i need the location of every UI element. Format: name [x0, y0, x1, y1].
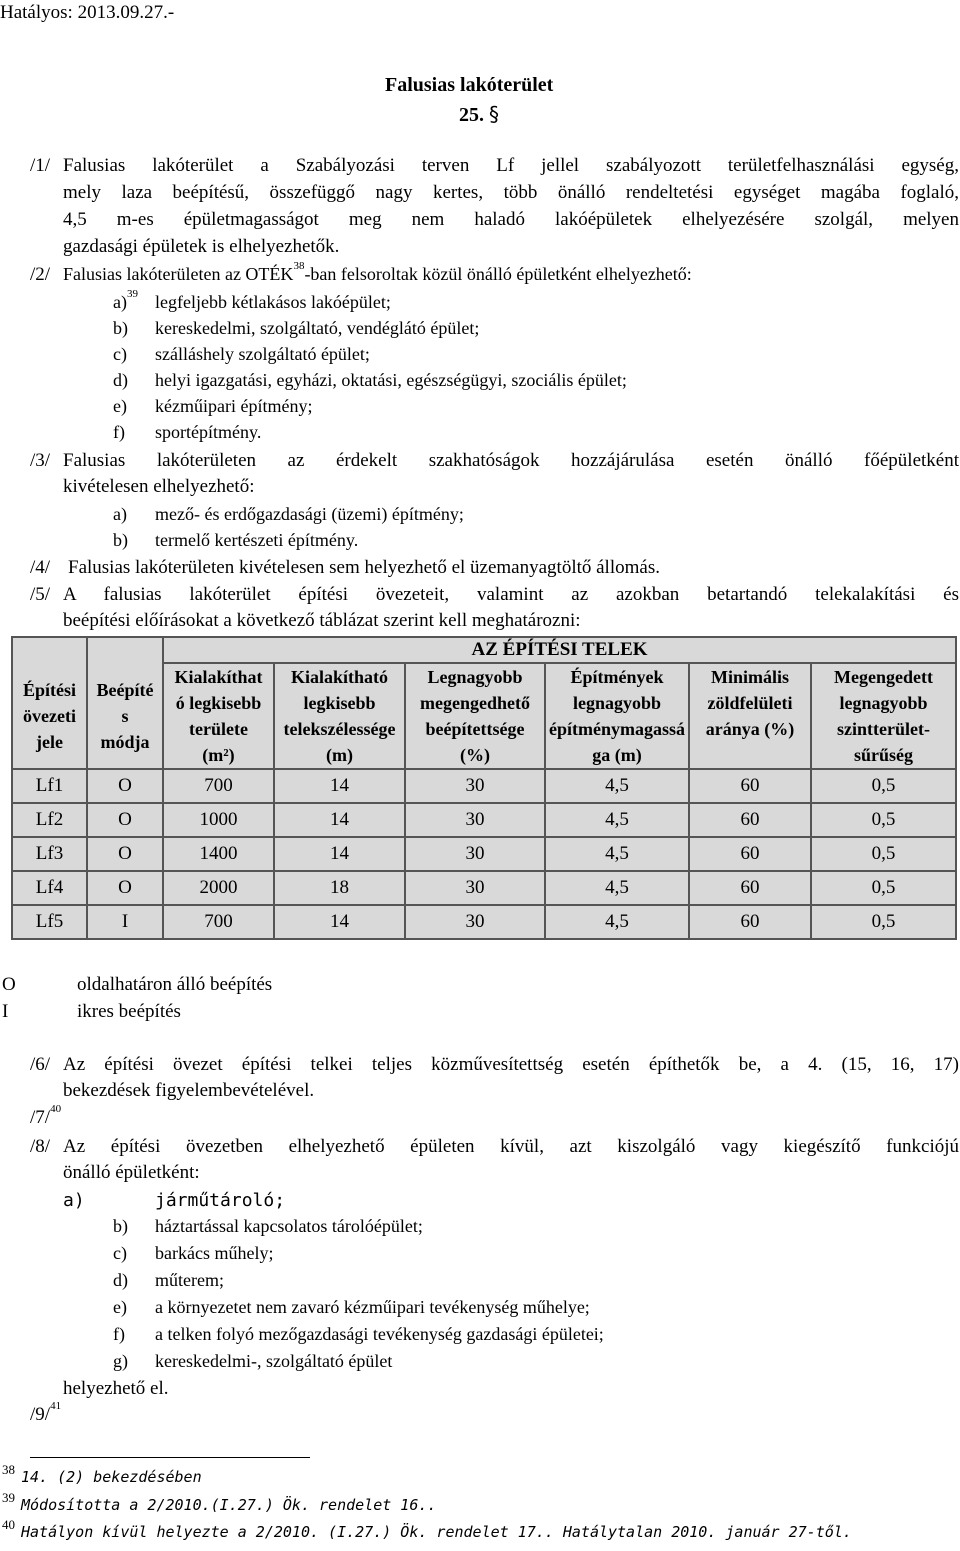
paragraph-1-line: mely laza beépítésű, összefüggő nagy kertes, több önálló rendeltetési egységet magába foglaló,: [63, 182, 959, 203]
footnote-ref-39[interactable]: 39: [126, 288, 138, 300]
table-cell: 18: [274, 871, 405, 905]
paragraph-9-label: /9/$^{41}$: [30, 1400, 62, 1425]
table-cell: 4,5: [545, 803, 689, 837]
paragraph-8-line: Az építési övezetben elhelyezhető épületen kívül, azt kiszolgáló vagy kiegészítő funkciójú: [63, 1136, 959, 1157]
paragraph-8-item-b: b) háztartással kapcsolatos tárolóépület;: [113, 1216, 423, 1236]
legend-key: I: [2, 1001, 9, 1022]
section-sign-icon: §: [489, 102, 499, 126]
table-header-cell: Építési övezeti jele: [12, 663, 87, 769]
table-cell: Lf5: [12, 905, 87, 939]
paragraph-5-line: beépítési előírásokat a következő táblázat szerint kell meghatározni:: [63, 610, 581, 631]
paragraph-8-item-e: e) a környezetet nem zavaró kézműipari tevékenység műhelye;: [113, 1297, 590, 1317]
effective-date-header: Hatályos: 2013.09.27.-: [0, 2, 175, 23]
legend-key: O: [2, 974, 16, 995]
table-header-cell: Megengedett legnagyobb szintterület- sűrűség: [811, 663, 956, 769]
table-cell: 4,5: [545, 837, 689, 871]
paragraph-8-item-a: a) járműtároló;: [63, 1190, 286, 1211]
paragraph-2-item-e: e) kézműipari építmény;: [113, 396, 313, 416]
table-row: [12, 803, 956, 837]
section-number: 25. §: [459, 102, 499, 126]
table-cell: 14: [274, 803, 405, 837]
table-cell: 30: [405, 837, 545, 871]
footnote-ref-40[interactable]: 40: [50, 1103, 62, 1115]
table-header-cell: Legnagyobb megengedhető beépítettsége (%): [405, 663, 545, 769]
table-cell: 60: [689, 871, 811, 905]
paragraph-3-item-a: a) mező- és erdőgazdasági (üzemi) építmény;: [113, 504, 464, 524]
table-cell: 60: [689, 803, 811, 837]
footnote-ref-41[interactable]: 41: [50, 1400, 62, 1412]
table-cell: Lf3: [12, 837, 87, 871]
paragraph-6-label: /6/: [30, 1054, 51, 1075]
table-cell: 60: [689, 837, 811, 871]
footnote-40: $^{40}$ Hatályon kívül helyezte a 2/2010. (I.27.) Ök. rendelet 17.. Hatálytalan 2010. január 27-től.: [2, 1517, 852, 1541]
table-header-cell: Kialakítható legkisebb telekszélessége (m): [274, 663, 405, 769]
table-cell: 0,5: [811, 803, 956, 837]
table-cell: 700: [163, 905, 274, 939]
table-cell: 4,5: [545, 905, 689, 939]
paragraph-2-lead: Falusias lakóterületen az OTÉK$^{38}$-ban felsoroltak közül önálló épületként elhelyezhető:: [63, 260, 692, 284]
paragraph-3-label: /3/: [30, 450, 51, 471]
table-header-cell: Beépíté s módja: [87, 663, 163, 769]
paragraph-8-closing: helyezhető el.: [63, 1378, 169, 1399]
paragraph-8-item-g: g) kereskedelmi-, szolgáltató épület: [113, 1351, 393, 1371]
table-cell: 1400: [163, 837, 274, 871]
table-cell: Lf4: [12, 871, 87, 905]
paragraph-1-line: gazdasági épületek is elhelyezhetők.: [63, 236, 340, 257]
paragraph-3-line: Falusias lakóterületen az érdekelt szakhatóságok hozzájárulása esetén önálló főépületként: [63, 450, 959, 471]
paragraph-4-label: /4/: [30, 557, 51, 578]
table-row: [12, 769, 956, 803]
table-cell: Lf1: [12, 769, 87, 803]
table-cell: 4,5: [545, 871, 689, 905]
paragraph-1-label: /1/: [30, 155, 51, 176]
paragraph-8-item-f: f) a telken folyó mezőgazdasági tevékenység gazdasági épületei;: [113, 1324, 604, 1344]
paragraph-2-label: /2/: [30, 264, 51, 285]
table-row: [12, 905, 956, 939]
table-cell: 30: [405, 769, 545, 803]
table-corner-cell: [12, 637, 87, 663]
paragraph-8-item-d: d) műterem;: [113, 1270, 224, 1290]
table-group-title: AZ ÉPÍTÉSI TELEK: [163, 637, 956, 663]
table-cell: 1000: [163, 803, 274, 837]
footnote-39: $^{39}$ Módosította a 2/2010.(I.27.) Ök. rendelet 16..: [2, 1490, 437, 1514]
table-row: [12, 837, 956, 871]
paragraph-2-item-b: b) kereskedelmi, szolgáltató, vendéglátó épület;: [113, 318, 480, 338]
page-title: Falusias lakóterület: [385, 74, 554, 96]
paragraph-8-label: /8/: [30, 1136, 51, 1157]
paragraph-1-line: Falusias lakóterület a Szabályozási terven Lf jellel szabályozott területfelhasználási egység,: [63, 155, 959, 176]
paragraph-3-item-b: b) termelő kertészeti építmény.: [113, 530, 359, 550]
table-cell: 60: [689, 769, 811, 803]
building-plot-table: [11, 636, 957, 940]
paragraph-4-text: Falusias lakóterületen kivételesen sem helyezhető el üzemanyagtöltő állomás.: [68, 557, 660, 578]
table-cell: 2000: [163, 871, 274, 905]
paragraph-3-line: kivételesen elhelyezhető:: [63, 476, 255, 497]
table-header-cell: Kialakíthat ó legkisebb területe (m²): [163, 663, 274, 769]
paragraph-5-label: /5/: [30, 584, 51, 605]
table-cell: 14: [274, 837, 405, 871]
table-cell: 30: [405, 905, 545, 939]
table-cell: 30: [405, 871, 545, 905]
table-header-cell: Építmények legnagyobb építménymagassá ga (m): [545, 663, 689, 769]
paragraph-2-item-d: d) helyi igazgatási, egyházi, oktatási, egészségügyi, szociális épület;: [113, 370, 627, 390]
paragraph-2-item-f: f) sportépítmény.: [113, 422, 262, 442]
legend-text: oldalhatáron álló beépítés: [77, 974, 273, 995]
table-cell: I: [87, 905, 163, 939]
paragraph-8-item-c: c) barkács műhely;: [113, 1243, 274, 1263]
paragraph-1-line: 4,5 m-es épületmagasságot meg nem haladó lakóépületek elhelyezésére szolgál, melyen: [63, 209, 959, 230]
paragraph-5-line: A falusias lakóterület építési övezeteit, valamint az azokban betartandó telekalakítási és: [63, 584, 959, 605]
paragraph-2-item-a: a)$^{39}$ legfeljebb kétlakásos lakóépület;: [113, 288, 391, 312]
table-row: [12, 871, 956, 905]
table-cell: O: [87, 837, 163, 871]
footnote-38: $^{38}$ 14. (2) bekezdésében: [2, 1462, 202, 1486]
table-cell: O: [87, 803, 163, 837]
table-cell: 60: [689, 905, 811, 939]
table-cell: O: [87, 769, 163, 803]
table-corner-cell: [87, 637, 163, 663]
table-cell: 4,5: [545, 769, 689, 803]
table-header-cell: Minimális zöldfelületi aránya (%): [689, 663, 811, 769]
paragraph-8-line: önálló épületként:: [63, 1162, 200, 1183]
table-cell: 0,5: [811, 837, 956, 871]
table-cell: 0,5: [811, 871, 956, 905]
table-cell: 14: [274, 769, 405, 803]
table-cell: 0,5: [811, 769, 956, 803]
footnote-separator: [30, 1457, 310, 1458]
table-cell: 14: [274, 905, 405, 939]
paragraph-2-item-c: c) szálláshely szolgáltató épület;: [113, 344, 370, 364]
table-cell: Lf2: [12, 803, 87, 837]
table-cell: 0,5: [811, 905, 956, 939]
paragraph-6-line: Az építési övezet építési telkei teljes közművesítettség esetén építhetők be, a 4. (15, 16, 17): [63, 1054, 959, 1075]
table-cell: 30: [405, 803, 545, 837]
legend-text: ikres beépítés: [77, 1001, 181, 1022]
footnote-ref-38[interactable]: 38: [293, 260, 305, 272]
paragraph-6-line: bekezdések figyelembevételével.: [63, 1080, 315, 1101]
table-cell: O: [87, 871, 163, 905]
table-cell: 700: [163, 769, 274, 803]
paragraph-7-label: /7/$^{40}$: [30, 1103, 62, 1128]
